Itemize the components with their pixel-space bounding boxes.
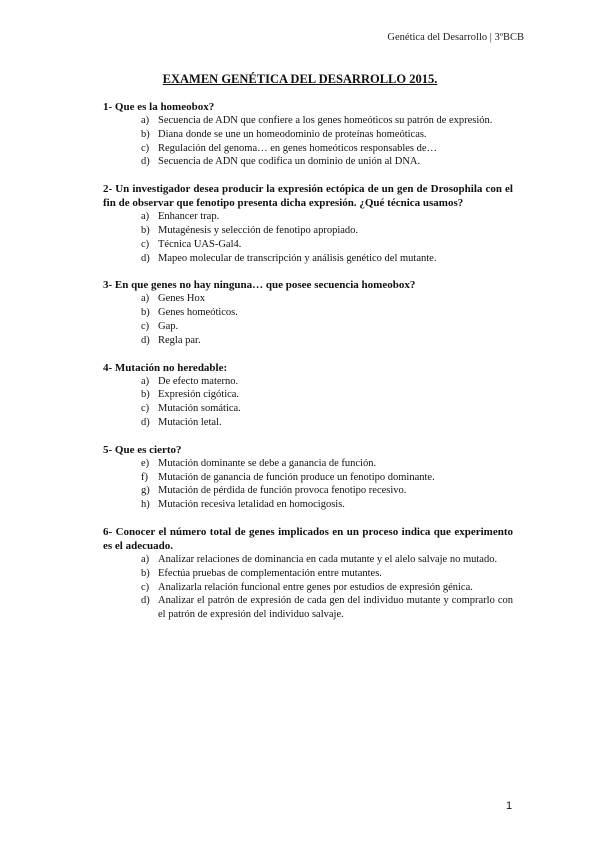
exam-title: EXAMEN GENÉTICA DEL DESARROLLO 2015. — [162, 72, 438, 86]
option-item — [141, 334, 513, 348]
option-item — [141, 388, 513, 402]
option-item — [141, 457, 513, 471]
question-5 — [103, 443, 513, 512]
option-item — [141, 142, 513, 156]
option-text: Enhancer trap. — [158, 211, 220, 223]
option-item — [141, 155, 513, 169]
page-number: 1 — [506, 800, 513, 812]
question-text: 3- En que genes no hay ninguna… que posee secuencia homeobox? — [103, 279, 416, 292]
option-letter: b) — [141, 307, 150, 319]
option-item — [141, 567, 513, 581]
options-list — [103, 553, 513, 622]
option-text: Mutación dominante se debe a ganancia de función. — [158, 457, 377, 469]
option-text: Analizarla relación funcional entre genes por estudios de expresión génica. — [158, 581, 473, 593]
question-text: 6- Conocer el número total de genes implicados en un proceso indica que experimento es el adecuado. — [103, 525, 513, 552]
option-item — [141, 210, 513, 224]
question-4 — [103, 361, 513, 430]
option-item — [141, 553, 513, 567]
option-item — [141, 292, 513, 306]
option-text: Mutación somática. — [158, 403, 241, 415]
option-text: Técnica UAS-Gal4. — [158, 238, 242, 250]
option-letter: a) — [141, 293, 150, 305]
option-item — [141, 128, 513, 142]
option-item — [141, 594, 513, 622]
option-item — [141, 252, 513, 266]
option-text: Secuencia de ADN que codifica un dominio de unión al DNA. — [158, 156, 421, 168]
option-letter: f) — [141, 471, 148, 483]
question-text: 1- Que es la homeobox? — [103, 101, 215, 113]
option-text: Mutación recesiva letalidad en homocigosis. — [158, 499, 345, 511]
option-letter: b) — [141, 224, 150, 236]
questions-container — [103, 100, 513, 635]
question-6 — [103, 525, 513, 622]
option-letter: c) — [141, 238, 150, 250]
option-item — [141, 320, 513, 334]
option-letter: b) — [141, 128, 150, 140]
option-letter: c) — [141, 320, 150, 332]
option-text: Mutagénesis y selección de fenotipo apropiado. — [158, 224, 359, 236]
option-item — [141, 416, 513, 430]
option-text: Diana donde se une un homeodominio de proteínas homeóticas. — [158, 128, 427, 140]
option-letter: a) — [141, 115, 150, 126]
option-letter: d) — [141, 595, 150, 607]
option-text: Genes Hox — [158, 293, 205, 305]
option-letter: c) — [141, 403, 150, 415]
option-letter: b) — [141, 567, 150, 579]
option-text: Mutación de ganancia de función produce un fenotipo dominante. — [158, 471, 435, 483]
option-letter: d) — [141, 334, 150, 346]
option-text: Mutación letal. — [158, 416, 222, 428]
question-text: 5- Que es cierto? — [103, 443, 182, 456]
option-text: Genes homeóticos. — [158, 307, 238, 319]
option-item — [141, 581, 513, 595]
option-item — [141, 306, 513, 320]
option-letter: d) — [141, 156, 150, 168]
options-list — [103, 457, 513, 512]
option-item — [141, 224, 513, 238]
question-3 — [103, 278, 513, 347]
option-item — [141, 238, 513, 252]
option-item — [141, 498, 513, 512]
option-item — [141, 471, 513, 485]
options-list — [103, 114, 513, 169]
option-letter: d) — [141, 252, 150, 264]
question-2 — [103, 182, 513, 265]
option-letter: a) — [141, 553, 150, 565]
option-text: Mapeo molecular de transcripción y análisis genético del mutante. — [158, 252, 437, 264]
option-text: Regla par. — [158, 334, 201, 346]
option-letter: g) — [141, 485, 150, 497]
option-item — [141, 375, 513, 389]
option-text: Mutación de pérdida de función provoca fenotipo recesivo. — [158, 485, 407, 497]
option-text: Efectúa pruebas de complementación entre mutantes. — [158, 567, 382, 579]
option-text: Analizar relaciones de dominancia en cada mutante y el alelo salvaje no mutado. — [158, 553, 498, 565]
option-item — [141, 402, 513, 416]
question-text: 4- Mutación no heredable: — [103, 361, 228, 374]
option-text: Expresión cigótica. — [158, 389, 240, 401]
question-1 — [103, 100, 513, 169]
option-text: Gap. — [158, 320, 179, 332]
options-list — [103, 292, 513, 347]
option-text: Regulación del genoma… en genes homeóticos responsables de… — [158, 142, 438, 154]
option-item — [141, 114, 513, 128]
question-text: 2- Un investigador desea producir la expresión ectópica de un gen de Drosophila con el fin de observar que fenotipo presenta dicha expresión. ¿Qué técnica usamos? — [103, 183, 513, 210]
option-text: Secuencia de ADN que confiere a los genes homeóticos su patrón de expresión. — [158, 115, 493, 126]
option-item — [141, 484, 513, 498]
option-letter: a) — [141, 375, 150, 387]
options-list — [103, 375, 513, 430]
page-header: Genética del Desarrollo | 3ºBCB — [387, 32, 524, 43]
option-letter: d) — [141, 416, 150, 428]
option-letter: h) — [141, 499, 150, 511]
option-letter: e) — [141, 457, 150, 469]
option-letter: a) — [141, 211, 150, 223]
option-text: De efecto materno. — [158, 375, 239, 387]
options-list — [103, 210, 513, 265]
option-letter: b) — [141, 389, 150, 401]
option-letter: c) — [141, 581, 150, 593]
option-text: Analizar el patrón de expresión de cada gen del individuo mutante y comprarlo con el patrón de expresión del individuo salvaje. — [158, 595, 513, 621]
option-letter: c) — [141, 142, 150, 154]
